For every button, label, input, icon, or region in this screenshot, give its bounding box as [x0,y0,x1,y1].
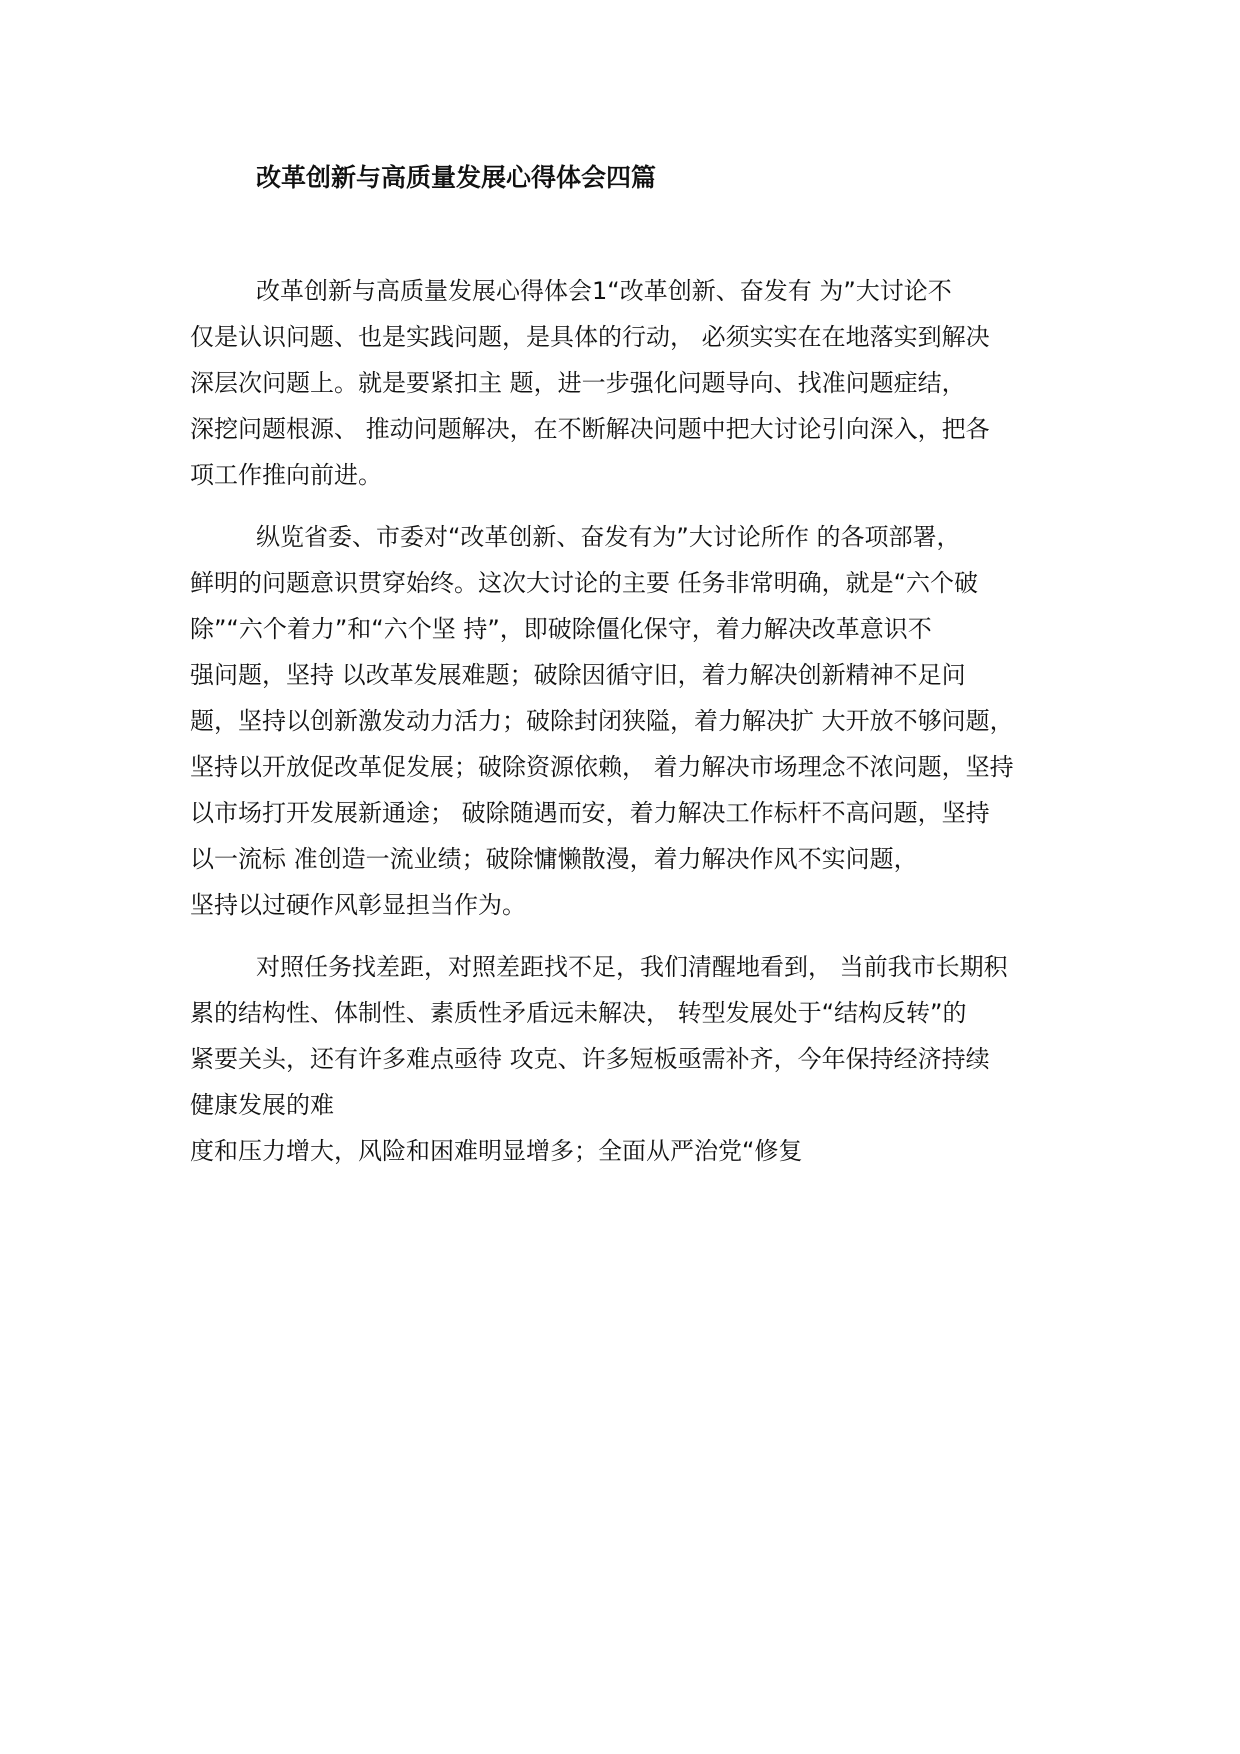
paragraph-1 [190,268,1070,498]
text-line: 深挖问题根源、 推动问题解决，在不断解决问题中把大讨论引向深入，把各 [190,415,990,443]
text-line: 对照任务找差距，对照差距找不足，我们清醒地看到， 当前我市长期积 [256,953,1008,981]
text-line: 改革创新与高质量发展心得体会1“改革创新、奋发有 为”大讨论不 [256,277,952,305]
text-line: 健康发展的难 [190,1091,334,1119]
text-line: 项工作推向前进。 [190,461,382,489]
text-line: 除”“六个着力”和“六个坚 持”，即破除僵化保守，着力解决改革意识不 [190,615,932,643]
document-body [190,268,1070,1190]
text-line: 题，坚持以创新激发动力活力；破除封闭狭隘，着力解决扩 大开放不够问题， [190,707,1014,735]
text-line: 累的结构性、体制性、素质性矛盾远未解决， 转型发展处于“结构反转”的 [190,999,967,1027]
text-line: 以一流标 准创造一流业绩；破除慵懒散漫，着力解决作风不实问题， [190,845,918,873]
text-line: 紧要关头，还有许多难点亟待 攻克、许多短板亟需补齐，今年保持经济持续 [190,1045,990,1073]
text-line: 以市场打开发展新通途； 破除随遇而安，着力解决工作标杆不高问题，坚持 [190,799,990,827]
paragraph-3 [190,944,1070,1174]
text-line: 鲜明的问题意识贯穿始终。这次大讨论的主要 任务非常明确，就是“六个破 [190,569,979,597]
text-line: 深层次问题上。就是要紧扣主 题，进一步强化问题导向、找准问题症结， [190,369,966,397]
text-line: 纵览省委、市委对“改革创新、奋发有为”大讨论所作 的各项部署， [256,523,961,551]
document-title: 改革创新与高质量发展心得体会四篇 [256,163,657,192]
text-line: 仅是认识问题、也是实践问题，是具体的行动， 必须实实在在地落实到解决 [190,323,990,351]
text-line: 坚持以开放促改革促发展；破除资源依赖， 着力解决市场理念不浓问题，坚持 [190,753,1014,781]
text-line: 坚持以过硬作风彰显担当作为。 [190,891,526,919]
text-line: 强问题，坚持 以改革发展难题；破除因循守旧，着力解决创新精神不足问 [190,661,966,689]
text-line: 度和压力增大，风险和困难明显增多；全面从严治党“修复 [190,1137,803,1165]
paragraph-2 [190,514,1070,928]
